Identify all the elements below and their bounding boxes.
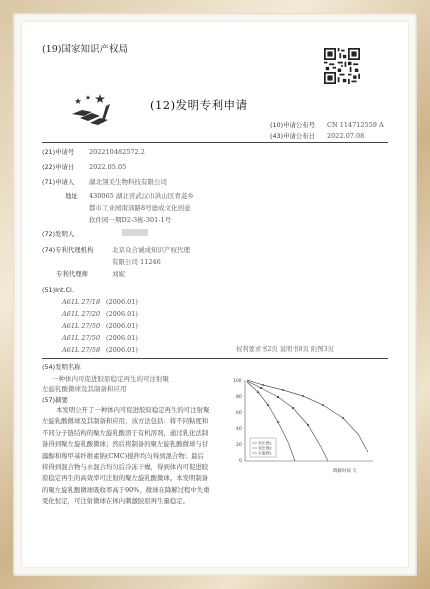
document-type: (12)发明专利申请 — [150, 98, 248, 112]
y-tick-label: 80 — [236, 395, 242, 400]
applicant-label: (71)申请人 — [42, 178, 75, 186]
inventor-label: (72)发明人 — [42, 230, 75, 238]
ipc-version: (2006.01) — [106, 334, 138, 342]
y-tick-label: 0 — [239, 459, 242, 464]
agent-label: 专利代理师 — [56, 270, 88, 278]
filing-date-label: (22)申请日 — [42, 163, 75, 171]
agency-line: 有限公司 11246 — [112, 258, 161, 266]
y-tick-label: 20 — [236, 443, 242, 448]
ipc-version: (2006.01) — [106, 298, 138, 306]
y-tick-label: 40 — [236, 427, 242, 432]
abstract-label: (57)摘要 — [42, 396, 68, 404]
address-label: 地址 — [65, 192, 78, 200]
x-axis-label: 降解时间 天 — [333, 469, 357, 474]
ipc-version: (2006.01) — [106, 346, 138, 354]
publication-date-label: (43)申请公布日 — [270, 132, 316, 140]
mid-divider — [42, 358, 388, 359]
legend-entry: 实施例1 — [258, 450, 272, 456]
agency-line: 北京众合诚成知识产权代理 — [112, 246, 190, 254]
title-label: (54)发明名称 — [42, 363, 81, 371]
patent-document — [22, 22, 408, 567]
office-name: (19)国家知识产权局 — [42, 44, 129, 55]
invention-title-line: 左旋乳酸微球及其制备和应用 — [42, 385, 127, 393]
ipc-code: A61L 27/18 — [62, 298, 101, 306]
agency-label: (74)专利代理机构 — [42, 246, 94, 254]
ipc-code: A61L 27/58 — [62, 346, 101, 354]
ipc-version: (2006.01) — [106, 322, 138, 330]
qr-code-icon — [324, 48, 360, 84]
ipc-code: A61L 27/20 — [62, 310, 101, 318]
publication-date: 2022.07.08 — [327, 132, 365, 140]
address-line: 430065 湖北省武汉市洪山区青菱乡 — [89, 192, 194, 200]
address-line: 软件园一期D2-3栋-301-1号 — [89, 216, 172, 224]
filing-date: 2022.05.05 — [89, 163, 127, 171]
legend-entry: 对比例2 — [258, 445, 272, 451]
y-tick-label: 60 — [236, 411, 242, 416]
publication-number-label: (10)申请公布号 — [270, 121, 316, 129]
invention-title-line: 一种体内可促进胶原稳定再生的可注射聚 — [52, 375, 169, 383]
legend-entry: 对比例1 — [258, 440, 272, 446]
ipc-code: A61L 27/50 — [62, 322, 101, 330]
agent: 刘妮 — [112, 270, 125, 278]
applicant: 湖北翎美生物科技有限公司 — [89, 178, 167, 186]
application-number: 202210482572.2 — [89, 148, 145, 156]
abstract-figure — [233, 372, 393, 492]
abstract-text: 本发明公开了一种体内可促进胶原稳定再生的可注射聚左旋乳酸微球及其制备和应用，该方法包括：将不同粘度和不同分子链结构的聚左旋乳酸溶于有机溶剂，通过乳化法制备得到聚左旋乳酸微球；然后将制备的聚左旋乳酸微球与甘露醇和羧甲基纤维素钠(CMC)搅拌均匀得到混合物；最后将得到混合物与水混合均匀后冷冻干燥，得到体内可促进胶原稳定再生的高效率可注射的聚左旋乳酸微球。本发明制备的聚左旋乳酸微球吸收率高于90%，微球在降解过程中失重变化恒定，可注射微球在体内刺激胶原再生量稳定。 — [42, 406, 210, 506]
header-divider — [42, 142, 388, 143]
redacted-inventor — [122, 229, 148, 236]
publication-number: CN 114712559 A — [327, 121, 384, 129]
ipc-code: A61L 27/50 — [62, 334, 101, 342]
ipc-label: (51)Int.Cl. — [42, 286, 74, 294]
y-tick-label: 100 — [233, 379, 242, 384]
ipc-version: (2006.01) — [106, 310, 138, 318]
cnipa-logo-icon — [70, 92, 114, 126]
address-line: 都市工业园南郊路8号德成文化创意 — [89, 204, 191, 212]
application-number-label: (21)申请号 — [42, 148, 75, 156]
pages-info: 权利要求书2页 说明书8页 附图3页 — [236, 346, 334, 353]
